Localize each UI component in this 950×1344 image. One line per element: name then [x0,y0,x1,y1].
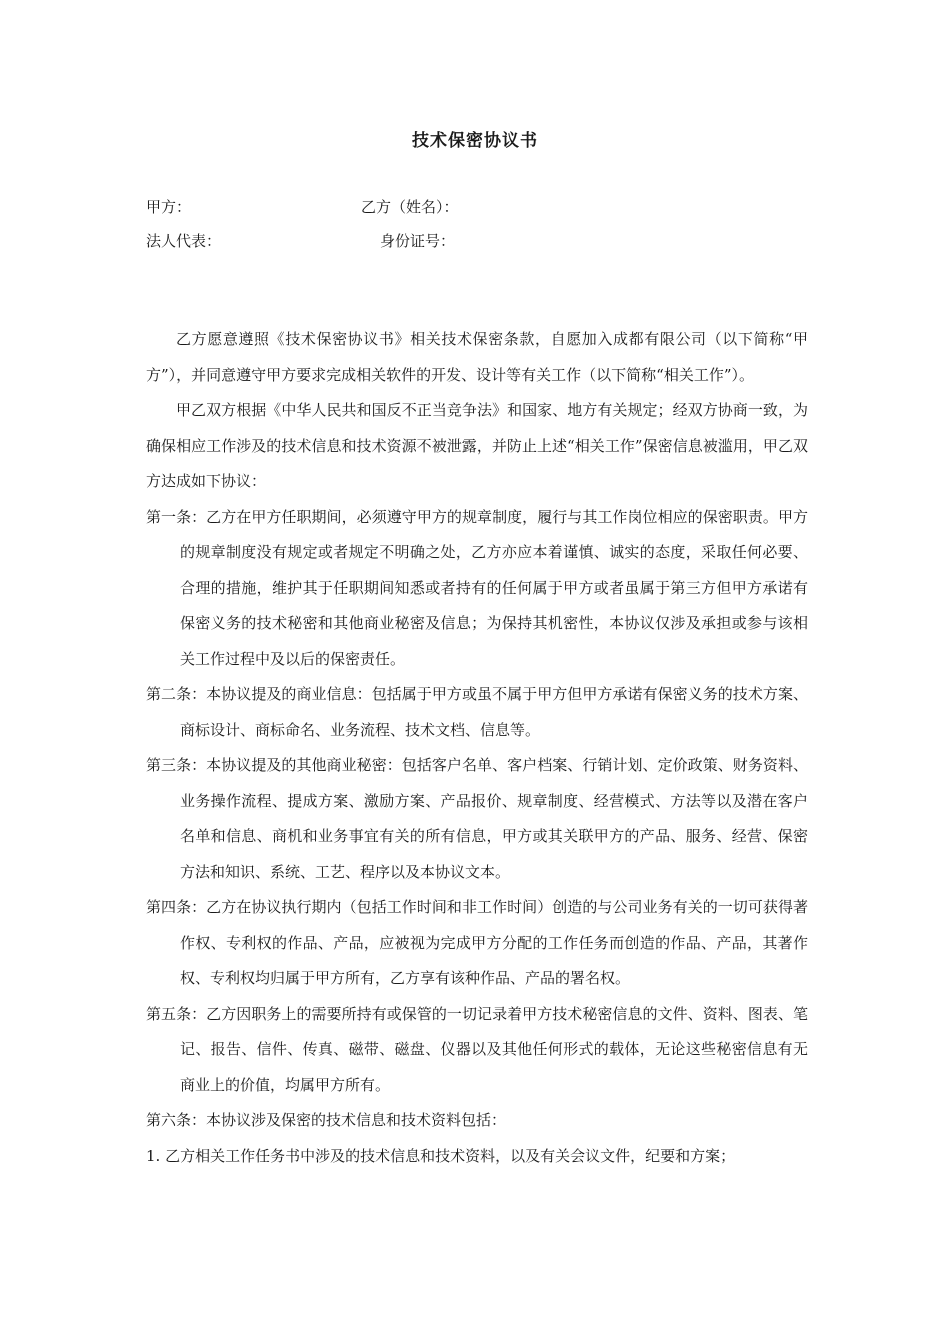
intro-paragraph: 乙方愿意遵照《技术保密协议书》相关技术保密条款，自愿加入成都有限公司（以下简称“甲方”），并同意遵守甲方要求完成相关软件的开发、设计等有关工作（以下简称“相关工作”）。 [146,330,808,384]
id-number-label: 身份证号： [380,232,456,250]
party-b-label: 乙方（姓名）： [361,198,459,216]
clause-5: 第五条：乙方因职务上的需要所持有或保管的一切记录着甲方技术秘密信息的文件、资料、图表、笔记、报告、信件、传真、磁带、磁盘、仪器以及其他任何形式的载体，无论这些秘密信息有无商业上的价值，均属甲方所有。 [146,1004,808,1094]
clause-4: 第四条：乙方在协议执行期内（包括工作时间和非工作时间）创造的与公司业务有关的一切可获得著作权、专利权的作品、产品，应被视为完成甲方分配的工作任务而创造的作品、产品，其著作权、专利权均归属于甲方所有，乙方享有该种作品、产品的署名权。 [146,898,808,987]
party-a-line [146,196,459,217]
clause-1: 第一条：乙方在甲方任职期间，必须遵守甲方的规章制度，履行与其工作岗位相应的保密职责。甲方的规章制度没有规定或者规定不明确之处，乙方亦应本着谨慎、诚实的态度，采取任何必要、合理的措施，维护其于任职期间知悉或者持有的任何属于甲方或者虽属于第三方但甲方承诺有保密义务的技术秘密和其他商业秘密及信息；为保持其机密性，本协议仅涉及承担或参与该相关工作过程中及以后的保密责任。 [146,507,808,668]
list-item: 1. 乙方相关工作任务书中涉及的技术信息和技术资料，以及有关会议文件，纪要和方案； [146,1146,736,1165]
legal-rep-line [146,230,456,251]
agreement-body [146,322,808,1174]
clause-3: 第三条：本协议提及的其他商业秘密：包括客户名单、客户档案、行销计划、定价政策、财务资料、业务操作流程、提成方案、激励方案、产品报价、规章制度、经营模式、方法等以及潜在客户名单和信息、商机和业务事宜有关的所有信息，甲方或其关联甲方的产品、服务、经营、保密方法和知识、系统、工艺、程序以及本协议文本。 [146,756,808,881]
party-a-label: 甲方： [146,198,192,216]
document-title: 技术保密协议书 [412,131,538,151]
intro-paragraph: 甲乙双方根据《中华人民共和国反不正当竞争法》和国家、地方有关规定；经双方协商一致，为确保相应工作涉及的技术信息和技术资源不被泄露，并防止上述“相关工作”保密信息被滥用，甲乙双方达成如下协议： [146,401,808,490]
clause-6: 第六条：本协议涉及保密的技术信息和技术资料包括： [146,1111,507,1129]
legal-rep-label: 法人代表： [146,232,222,250]
clause-2: 第二条：本协议提及的商业信息：包括属于甲方或虽不属于甲方但甲方承诺有保密义务的技术方案、商标设计、商标命名、业务流程、技术文档、信息等。 [146,685,808,739]
